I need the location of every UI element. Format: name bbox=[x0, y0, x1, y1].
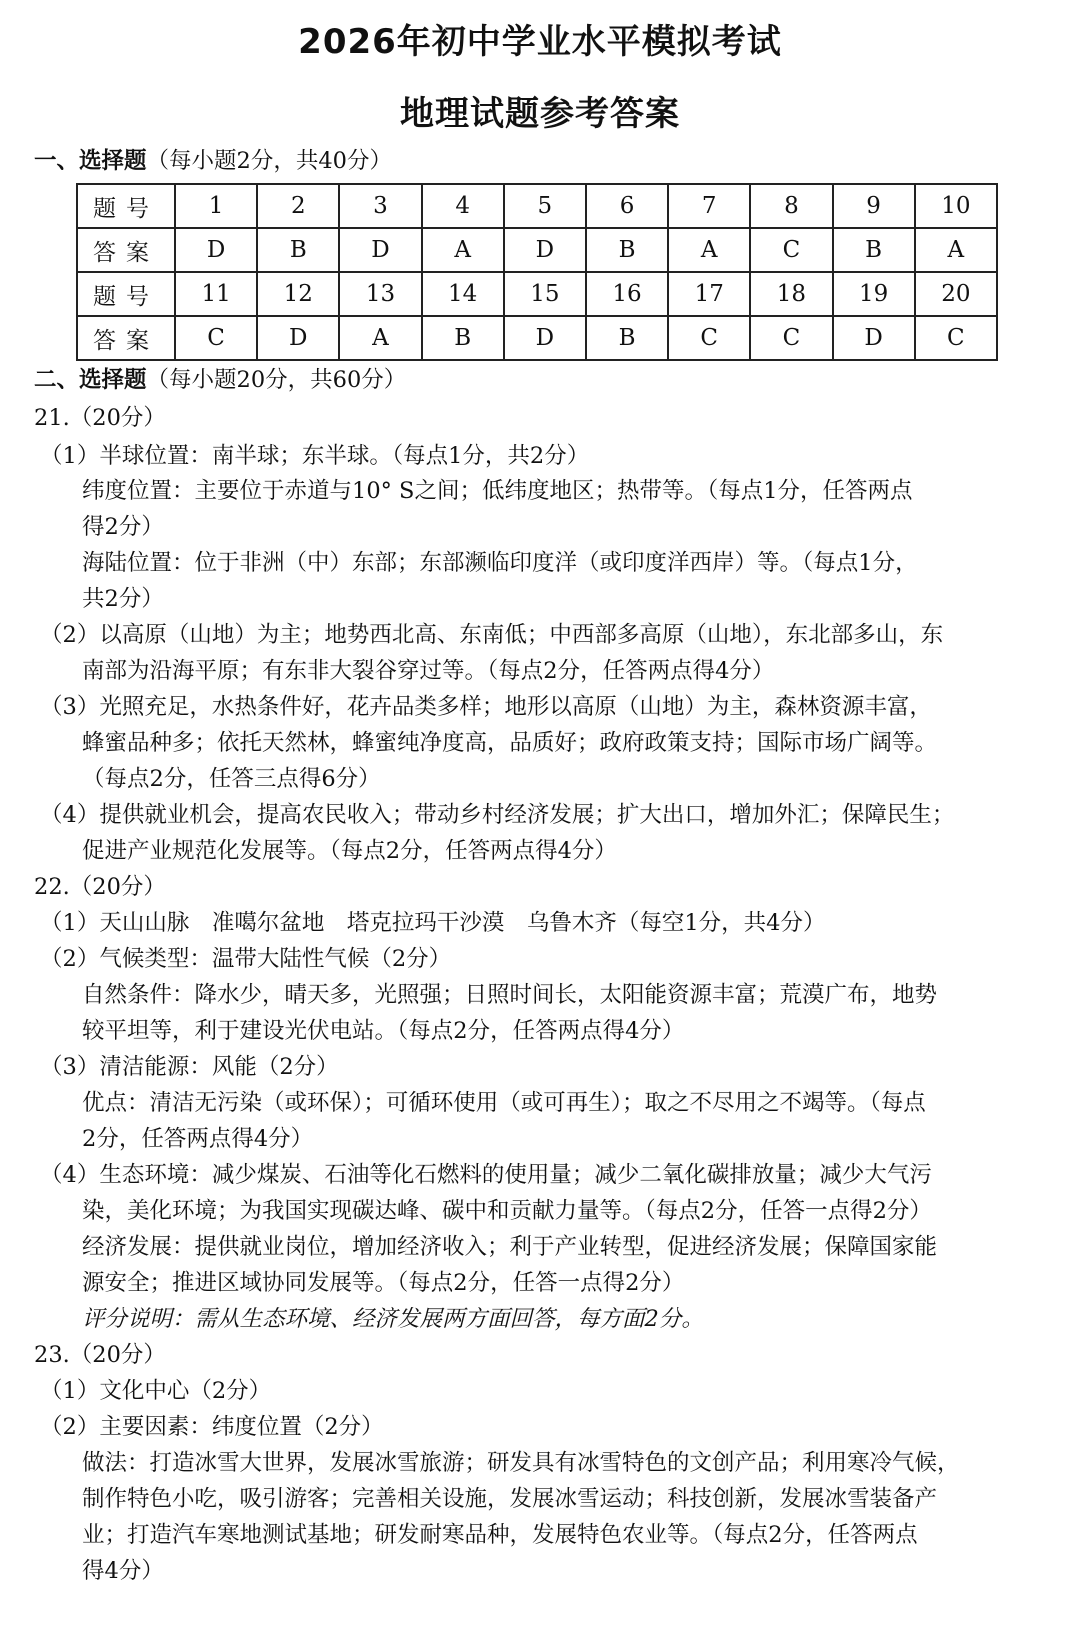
answer-table bbox=[76, 183, 998, 361]
question-number: 4 bbox=[422, 184, 504, 228]
answer-line: 染，美化环境；为我国实现碳达峰、碳中和贡献力量等。（每点2分，任答一点得2分） bbox=[82, 1198, 932, 1224]
question-number: 20 bbox=[915, 272, 997, 316]
answer-line: （每点2分，任答三点得6分） bbox=[82, 766, 381, 792]
answer-cell: D bbox=[833, 316, 915, 360]
answer-line: （2）主要因素：纬度位置（2分） bbox=[40, 1414, 384, 1440]
answer-line: 得2分） bbox=[82, 514, 164, 540]
row-label-answer: 答案 bbox=[77, 228, 175, 272]
answer-cell: A bbox=[915, 228, 997, 272]
answer-line: 优点：清洁无污染（或环保）；可循环使用（或可再生）；取之不尽用之不竭等。（每点 bbox=[82, 1090, 926, 1116]
question-number: 11 bbox=[175, 272, 257, 316]
answer-cell: C bbox=[750, 228, 832, 272]
row-label-number: 题号 bbox=[77, 184, 175, 228]
answer-line: 做法：打造冰雪大世界，发展冰雪旅游；研发具有冰雪特色的文创产品；利用寒冷气候， bbox=[82, 1450, 960, 1476]
answer-line: 蜂蜜品种多；依托天然林，蜂蜜纯净度高，品质好；政府政策支持；国际市场广阔等。 bbox=[82, 730, 938, 756]
question-number: 16 bbox=[586, 272, 668, 316]
answer-cell: B bbox=[257, 228, 339, 272]
question-number: 3 bbox=[339, 184, 421, 228]
row-label-number: 题号 bbox=[77, 272, 175, 316]
answer-line: （2）气候类型：温带大陆性气候（2分） bbox=[40, 946, 452, 972]
answer-line: 南部为沿海平原；有东非大裂谷穿过等。（每点2分，任答两点得4分） bbox=[82, 658, 775, 684]
answer-line: （4）提供就业机会，提高农民收入；带动乡村经济发展；扩大出口，增加外汇；保障民生； bbox=[40, 802, 955, 828]
question-number: 8 bbox=[750, 184, 832, 228]
question-header-23: 23.（20分） bbox=[34, 1342, 166, 1368]
answer-line: 业；打造汽车寒地测试基地；研发耐寒品种，发展特色农业等。（每点2分，任答两点 bbox=[82, 1522, 918, 1548]
question-number: 6 bbox=[586, 184, 668, 228]
table-row bbox=[77, 272, 997, 316]
question-number: 18 bbox=[750, 272, 832, 316]
answer-line: （1）文化中心（2分） bbox=[40, 1378, 272, 1404]
answer-line: 促进产业规范化发展等。（每点2分，任答两点得4分） bbox=[82, 838, 617, 864]
answer-cell: A bbox=[339, 316, 421, 360]
answer-line: 制作特色小吃，吸引游客；完善相关设施，发展冰雪运动；科技创新，发展冰雪装备产 bbox=[82, 1486, 938, 1512]
question-number: 15 bbox=[504, 272, 586, 316]
table-row bbox=[77, 316, 997, 360]
answer-line: （3）光照充足，水热条件好，花卉品类多样；地形以高原（山地）为主，森林资源丰富， bbox=[40, 694, 932, 720]
table-row bbox=[77, 228, 997, 272]
answer-cell: A bbox=[422, 228, 504, 272]
question-number: 2 bbox=[257, 184, 339, 228]
answer-cell: D bbox=[175, 228, 257, 272]
question-header-21: 21.（20分） bbox=[34, 405, 166, 431]
answer-line: （1）半球位置：南半球；东半球。（每点1分，共2分） bbox=[40, 443, 590, 469]
answer-line: 2分，任答两点得4分） bbox=[82, 1126, 314, 1152]
question-number: 5 bbox=[504, 184, 586, 228]
section1-header bbox=[34, 146, 392, 176]
question-number: 12 bbox=[257, 272, 339, 316]
question-header-22: 22.（20分） bbox=[34, 874, 166, 900]
answer-cell: D bbox=[504, 228, 586, 272]
answer-cell: B bbox=[833, 228, 915, 272]
question-number: 9 bbox=[833, 184, 915, 228]
question-number: 14 bbox=[422, 272, 504, 316]
exam-title: 2026年初中学业水平模拟考试 bbox=[298, 22, 782, 62]
section1-heading: 一、选择题 bbox=[34, 148, 147, 174]
section2-heading: 二、选择题 bbox=[34, 367, 147, 393]
scoring-note: 评分说明：需从生态环境、经济发展两方面回答，每方面2分。 bbox=[82, 1306, 704, 1332]
section2-note: （每小题20分，共60分） bbox=[146, 367, 407, 393]
answer-cell: B bbox=[586, 228, 668, 272]
answer-line: 得4分） bbox=[82, 1558, 164, 1584]
question-number: 10 bbox=[915, 184, 997, 228]
answer-cell: D bbox=[257, 316, 339, 360]
answer-line: 共2分） bbox=[82, 586, 164, 612]
section2-header bbox=[34, 365, 406, 395]
answer-line: 较平坦等，利于建设光伏电站。（每点2分，任答两点得4分） bbox=[82, 1018, 685, 1044]
answer-cell: A bbox=[668, 228, 750, 272]
answer-line: （1）天山山脉 准噶尔盆地 塔克拉玛干沙漠 乌鲁木齐（每空1分，共4分） bbox=[40, 910, 826, 936]
answer-line: 自然条件：降水少，晴天多，光照强；日照时间长，太阳能资源丰富；荒漠广布，地势 bbox=[82, 982, 938, 1008]
answer-cell: B bbox=[586, 316, 668, 360]
answer-cell: C bbox=[915, 316, 997, 360]
answer-cell: C bbox=[750, 316, 832, 360]
section1-note: （每小题2分，共40分） bbox=[146, 148, 392, 174]
question-number: 7 bbox=[668, 184, 750, 228]
answer-cell: C bbox=[668, 316, 750, 360]
question-number: 17 bbox=[668, 272, 750, 316]
answer-line: 海陆位置：位于非洲（中）东部；东部濒临印度洋（或印度洋西岸）等。（每点1分， bbox=[82, 550, 918, 576]
answer-cell: D bbox=[504, 316, 586, 360]
answer-cell: B bbox=[422, 316, 504, 360]
answer-line: （2）以高原（山地）为主；地势西北高、东南低；中西部多高原（山地），东北部多山，东 bbox=[40, 622, 944, 648]
row-label-answer: 答案 bbox=[77, 316, 175, 360]
question-number: 13 bbox=[339, 272, 421, 316]
answer-line: （4）生态环境：减少煤炭、石油等化石燃料的使用量；减少二氧化碳排放量；减少大气污 bbox=[40, 1162, 932, 1188]
exam-subtitle: 地理试题参考答案 bbox=[400, 94, 680, 134]
question-number: 1 bbox=[175, 184, 257, 228]
answer-line: 源安全；推进区域协同发展等。（每点2分，任答一点得2分） bbox=[82, 1270, 685, 1296]
answer-cell: D bbox=[339, 228, 421, 272]
question-number: 19 bbox=[833, 272, 915, 316]
answer-line: 经济发展：提供就业岗位，增加经济收入；利于产业转型，促进经济发展；保障国家能 bbox=[82, 1234, 938, 1260]
answer-cell: C bbox=[175, 316, 257, 360]
answer-line: （3）清洁能源：风能（2分） bbox=[40, 1054, 339, 1080]
table-row bbox=[77, 184, 997, 228]
answer-line: 纬度位置：主要位于赤道与10° S之间；低纬度地区；热带等。（每点1分，任答两点 bbox=[82, 478, 913, 504]
